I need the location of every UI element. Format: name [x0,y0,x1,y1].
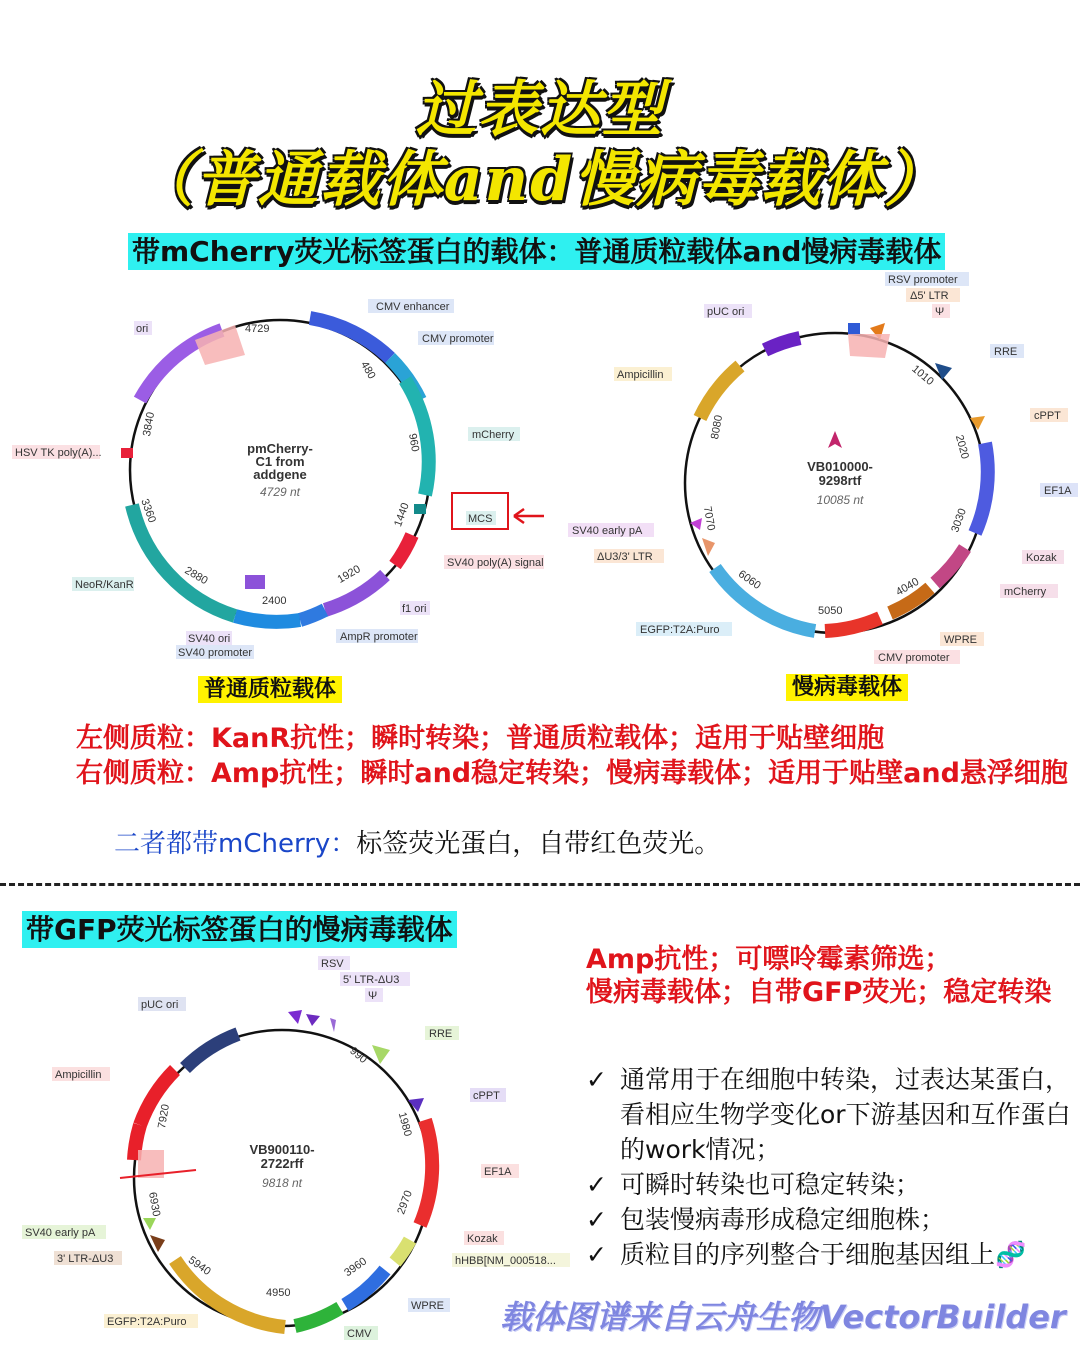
check-icon: ✓ [586,1065,607,1094]
svg-text:2970: 2970 [395,1188,415,1217]
svg-text:6930: 6930 [146,1191,163,1218]
svg-text:EGFP:T2A:Puro: EGFP:T2A:Puro [640,624,720,636]
note-right-plasmid: 右侧质粒：Amp抗性；瞬时and稳定转染；慢病毒载体；适用于贴壁and悬浮细胞 [76,758,1068,789]
svg-text:6060: 6060 [735,568,763,592]
svg-text:2880: 2880 [182,564,210,588]
svg-text:SV40 early pA: SV40 early pA [572,525,643,537]
rsv-marker [848,323,860,335]
section2-heading: 带GFP荧光标签蛋白的慢病毒载体 [22,908,457,948]
right-map-caption: 慢病毒载体 [786,670,908,701]
svg-text:CMV promoter: CMV promoter [878,652,950,664]
plasmid-map-vb010000 [560,268,1080,668]
svg-text:hHBB[NM_000518...: hHBB[NM_000518... [455,1255,556,1267]
svg-text:VB900110-: VB900110- [249,1142,315,1157]
svg-text:5940: 5940 [185,1254,213,1278]
svg-text:RSV: RSV [321,958,344,970]
svg-text:Kozak: Kozak [1026,552,1057,564]
checklist-item: ✓ 通常用于在细胞中转染，过表达某蛋白，看相应生物学变化or下游基因和互作蛋白的work情况； [586,1062,1076,1167]
svg-text:3' LTR-ΔU3: 3' LTR-ΔU3 [57,1253,114,1265]
checklist-item: ✓ 质粒目的序列整合于细胞基因组上🧬 [586,1237,1076,1272]
sv40-promoter-segment [235,616,300,622]
plasmid-map-vb900110 [0,950,580,1350]
f1-ori-segment [325,575,385,610]
svg-text:960: 960 [406,432,422,453]
svg-text:2400: 2400 [262,595,287,607]
svg-text:pUC ori: pUC ori [707,306,745,318]
svg-text:cPPT: cPPT [1034,410,1061,422]
gfp-note-line1: Amp抗性；可嘌呤霉素筛选； [586,944,952,975]
plasmid-map-pmcherry [0,280,560,680]
puc-ori-segment-b [185,1034,238,1068]
vectorbuilder-logo-icon [828,431,842,448]
svg-text:EF1A: EF1A [1044,485,1072,497]
svg-text:WPRE: WPRE [411,1300,444,1312]
svg-text:4729 nt: 4729 nt [259,485,301,499]
cmv-enhancer-segment [310,318,390,358]
sv40-ori-marker [245,575,265,589]
svg-text:MCS: MCS [468,513,493,525]
u3-ltr-marker [702,538,715,556]
svg-text:RRE: RRE [994,346,1018,358]
svg-text:3960: 3960 [342,1255,370,1280]
svg-text:9818 nt: 9818 nt [261,1176,303,1190]
ltr-marker-b [306,1014,320,1026]
svg-text:Ampicillin: Ampicillin [55,1069,102,1081]
svg-text:3360: 3360 [138,497,158,525]
section1-heading: 带mCherry荧光标签蛋白的载体：普通质粒载体and慢病毒载体 [128,230,945,270]
section-divider [0,883,1080,886]
svg-text:7920: 7920 [156,1103,173,1130]
svg-text:4729: 4729 [245,323,270,335]
svg-text:3030: 3030 [949,506,969,535]
svg-text:SV40 poly(A) signal: SV40 poly(A) signal [447,557,544,569]
svg-text:SV40 early pA: SV40 early pA [25,1227,96,1239]
checklist-item: ✓ 包装慢病毒形成稳定细胞株； [586,1202,1076,1237]
left-map-caption: 普通质粒载体 [198,672,342,703]
svg-text:4040: 4040 [893,575,922,599]
source-watermark: 载体图谱来自云舟生物VectorBuilder [500,1298,1066,1336]
svg-text:8080: 8080 [709,414,726,441]
ef1a-segment [975,443,988,533]
svg-text:addgene: addgene [253,467,307,482]
svg-text:Ψ: Ψ [368,990,378,1002]
svg-text:SV40 ori: SV40 ori [188,633,231,645]
svg-text:mCherry: mCherry [472,429,515,441]
page-title-line2: （普通载体and慢病毒载体） [133,145,947,215]
note-left-plasmid: 左侧质粒：KanR抗性；瞬时转染；普通质粒载体；适用于贴壁细胞 [76,723,885,754]
svg-text:7070: 7070 [700,505,717,532]
svg-text:f1 ori: f1 ori [402,603,427,615]
svg-text:pmCherry-: pmCherry- [247,441,313,456]
svg-text:CMV: CMV [347,1328,372,1340]
svg-text:C1 from: C1 from [255,454,305,469]
svg-text:2722rff: 2722rff [260,1156,304,1171]
svg-text:4950: 4950 [266,1287,291,1299]
check-icon: ✓ [586,1170,607,1199]
svg-text:Kozak: Kozak [467,1233,498,1245]
both-mcherry-note: 二者都带mCherry：标签荧光蛋白，自带红色荧光。 [114,829,721,859]
svg-text:Ampicillin: Ampicillin [617,369,664,381]
feature-checklist [586,1062,1076,1272]
ef1a-segment-b [420,1120,432,1225]
gfp-note-line2: 慢病毒载体；自带GFP荧光；稳定转染 [586,977,1052,1008]
svg-text:9298rtf: 9298rtf [818,473,862,488]
svg-text:Ψ: Ψ [935,306,945,318]
svg-text:1920: 1920 [335,563,363,586]
page-title-line1: 过表达型 [416,75,664,145]
svg-text:Δ5' LTR: Δ5' LTR [910,290,949,302]
svg-text:10085 nt: 10085 nt [816,493,864,507]
mcs-marker [414,504,426,514]
svg-text:SV40 promoter: SV40 promoter [178,647,252,659]
svg-text:pUC ori: pUC ori [141,999,179,1011]
svg-text:1980: 1980 [395,1110,414,1138]
svg-text:VB010000-: VB010000- [807,459,873,474]
mcherry-segment-r [935,548,965,583]
svg-text:NeoR/KanR: NeoR/KanR [75,579,134,591]
psi-marker-b [330,1018,336,1032]
egfp-t2a-puro-segment [715,568,815,631]
check-icon: ✓ [586,1205,607,1234]
svg-text:3840: 3840 [141,411,158,438]
mcs-arrow-icon [514,509,544,523]
svg-text:480: 480 [358,359,378,382]
svg-text:5' LTR-ΔU3: 5' LTR-ΔU3 [343,974,400,986]
svg-text:mCherry: mCherry [1004,586,1047,598]
ampr-promoter-segment [300,610,325,620]
svg-text:EGFP:T2A:Puro: EGFP:T2A:Puro [107,1316,187,1328]
svg-text:1010: 1010 [909,363,936,388]
svg-text:HSV TK poly(A)...: HSV TK poly(A)... [15,447,102,459]
ampicillin-segment [700,366,740,418]
svg-text:5050: 5050 [818,605,843,617]
hhbb-segment [395,1240,410,1262]
svg-text:RSV promoter: RSV promoter [888,274,958,286]
svg-text:CMV enhancer: CMV enhancer [376,301,450,313]
sv40-early-pa-marker-b [143,1218,156,1230]
sv40-polya-segment [395,535,412,565]
svg-text:ori: ori [136,323,149,335]
rre-marker [935,363,952,380]
puc-ori-segment [765,338,800,350]
svg-text:990: 990 [347,1045,370,1067]
svg-text:1440: 1440 [392,501,412,529]
svg-text:RRE: RRE [429,1028,453,1040]
check-icon: ✓ [586,1240,607,1269]
svg-text:2020: 2020 [952,433,971,461]
checklist-item: ✓ 可瞬时转染也可稳定转染； [586,1167,1076,1202]
svg-text:CMV promoter: CMV promoter [422,333,494,345]
svg-text:WPRE: WPRE [944,634,977,646]
cmv-segment-b [295,1308,340,1326]
svg-text:AmpR promoter: AmpR promoter [340,631,418,643]
rsv-marker-b [288,1010,302,1024]
hsv-tk-marker [121,448,133,458]
svg-text:ΔU3/3' LTR: ΔU3/3' LTR [597,551,653,563]
svg-text:cPPT: cPPT [473,1090,500,1102]
svg-text:EF1A: EF1A [484,1166,512,1178]
